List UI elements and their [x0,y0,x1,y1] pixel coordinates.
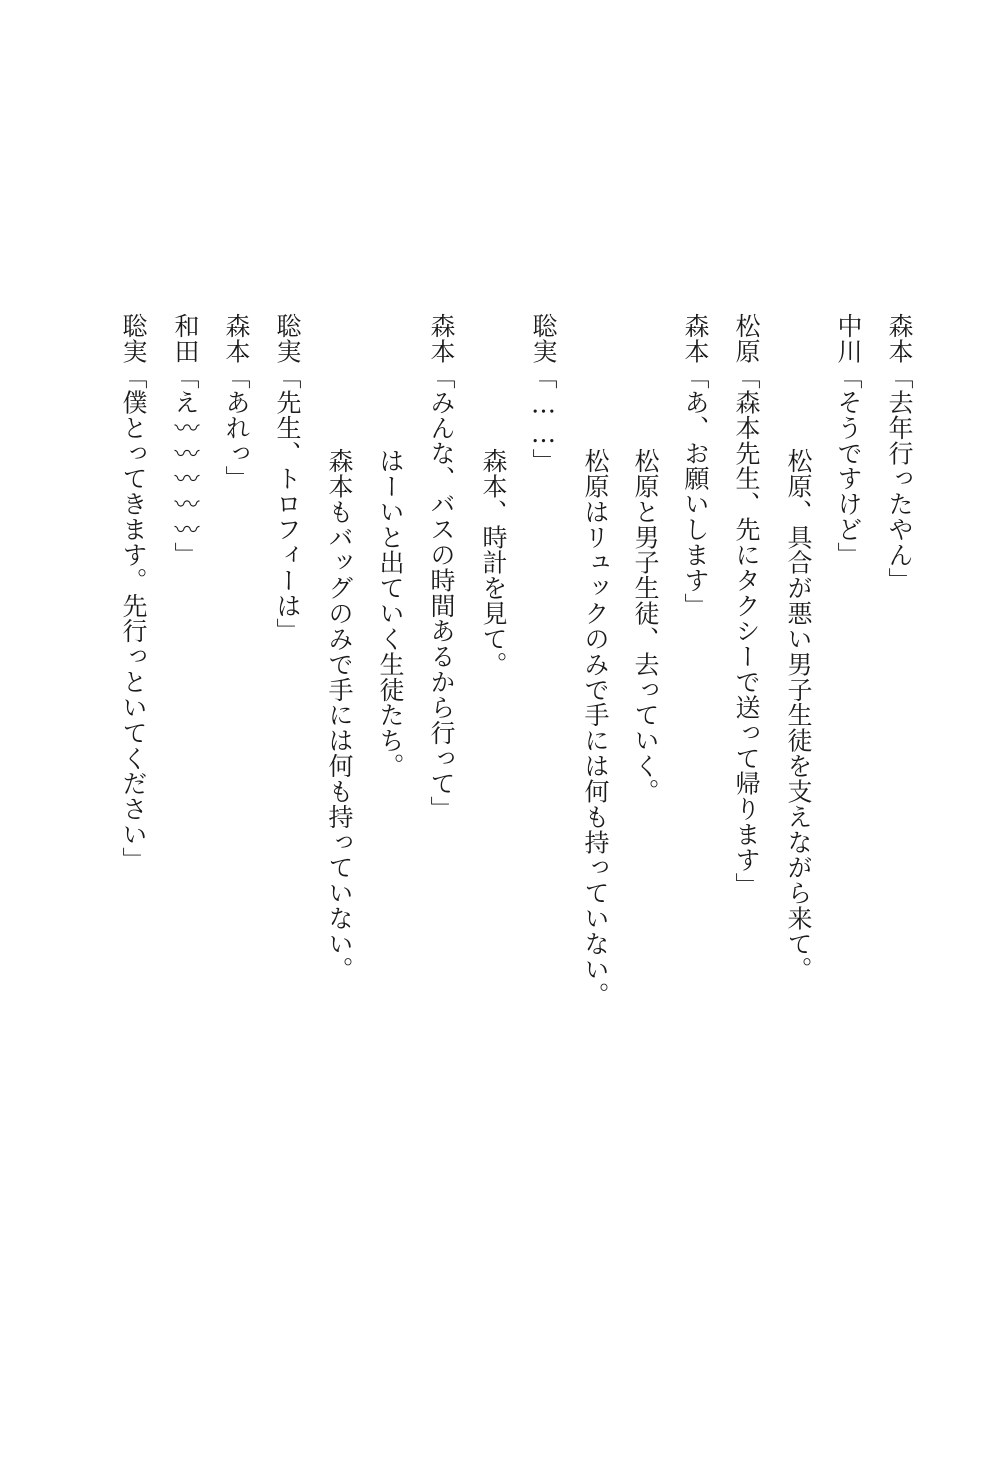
dialogue-text: 「僕とってきます。先行っといてください」 [119,363,148,873]
script-line [224,313,249,491]
dialogue-text: 「去年行ったやん」 [885,363,914,593]
dialogue-text: 「みんな、バスの時間あるから行って」 [427,363,456,822]
script-line [429,313,454,821]
stage-direction: 森本、時計を見て。 [479,448,508,677]
dialogue-text: 「え〰〰〰〰〰」 [171,363,200,568]
speaker-name: 聡実 [529,313,558,364]
speaker-name: 松原 [732,313,761,364]
speaker-name: 森本 [681,313,710,364]
dialogue-text: 「……」 [529,363,558,474]
dialogue-text: 「森本先生、先にタクシーで送って帰ります」 [732,363,761,898]
stage-direction: 森本もバッグのみで手には何も持っていない。 [325,448,354,982]
stage-direction: はーいと出ていく生徒たち。 [376,448,405,779]
stage-direction: 松原と男子生徒、去っていく。 [631,448,660,804]
dialogue-text: 「あ、お願いします」 [681,363,710,619]
script-line [836,313,861,567]
script-line [683,313,708,618]
script-line [531,313,556,474]
script-line [121,313,146,872]
speaker-name: 森本 [885,313,914,364]
script-line [734,313,759,898]
speaker-name: 聡実 [273,313,302,364]
speaker-name: 中川 [834,313,863,364]
speaker-name: 和田 [171,313,200,364]
stage-direction: 松原はリュックのみで手には何も持っていない。 [581,448,610,1008]
dialogue-text: 「先生、トロフィーは」 [273,363,302,644]
speaker-name: 森本 [427,313,456,364]
speaker-name: 森本 [222,313,251,364]
dialogue-text: 「そうですけど」 [834,363,863,568]
dialogue-text: 「あれっ」 [222,363,251,491]
script-line [887,313,912,593]
stage-direction: 松原、具合が悪い男子生徒を支えながら来て。 [784,448,813,982]
script-line [173,313,198,567]
script-line [275,313,300,643]
speaker-name: 聡実 [119,313,148,364]
